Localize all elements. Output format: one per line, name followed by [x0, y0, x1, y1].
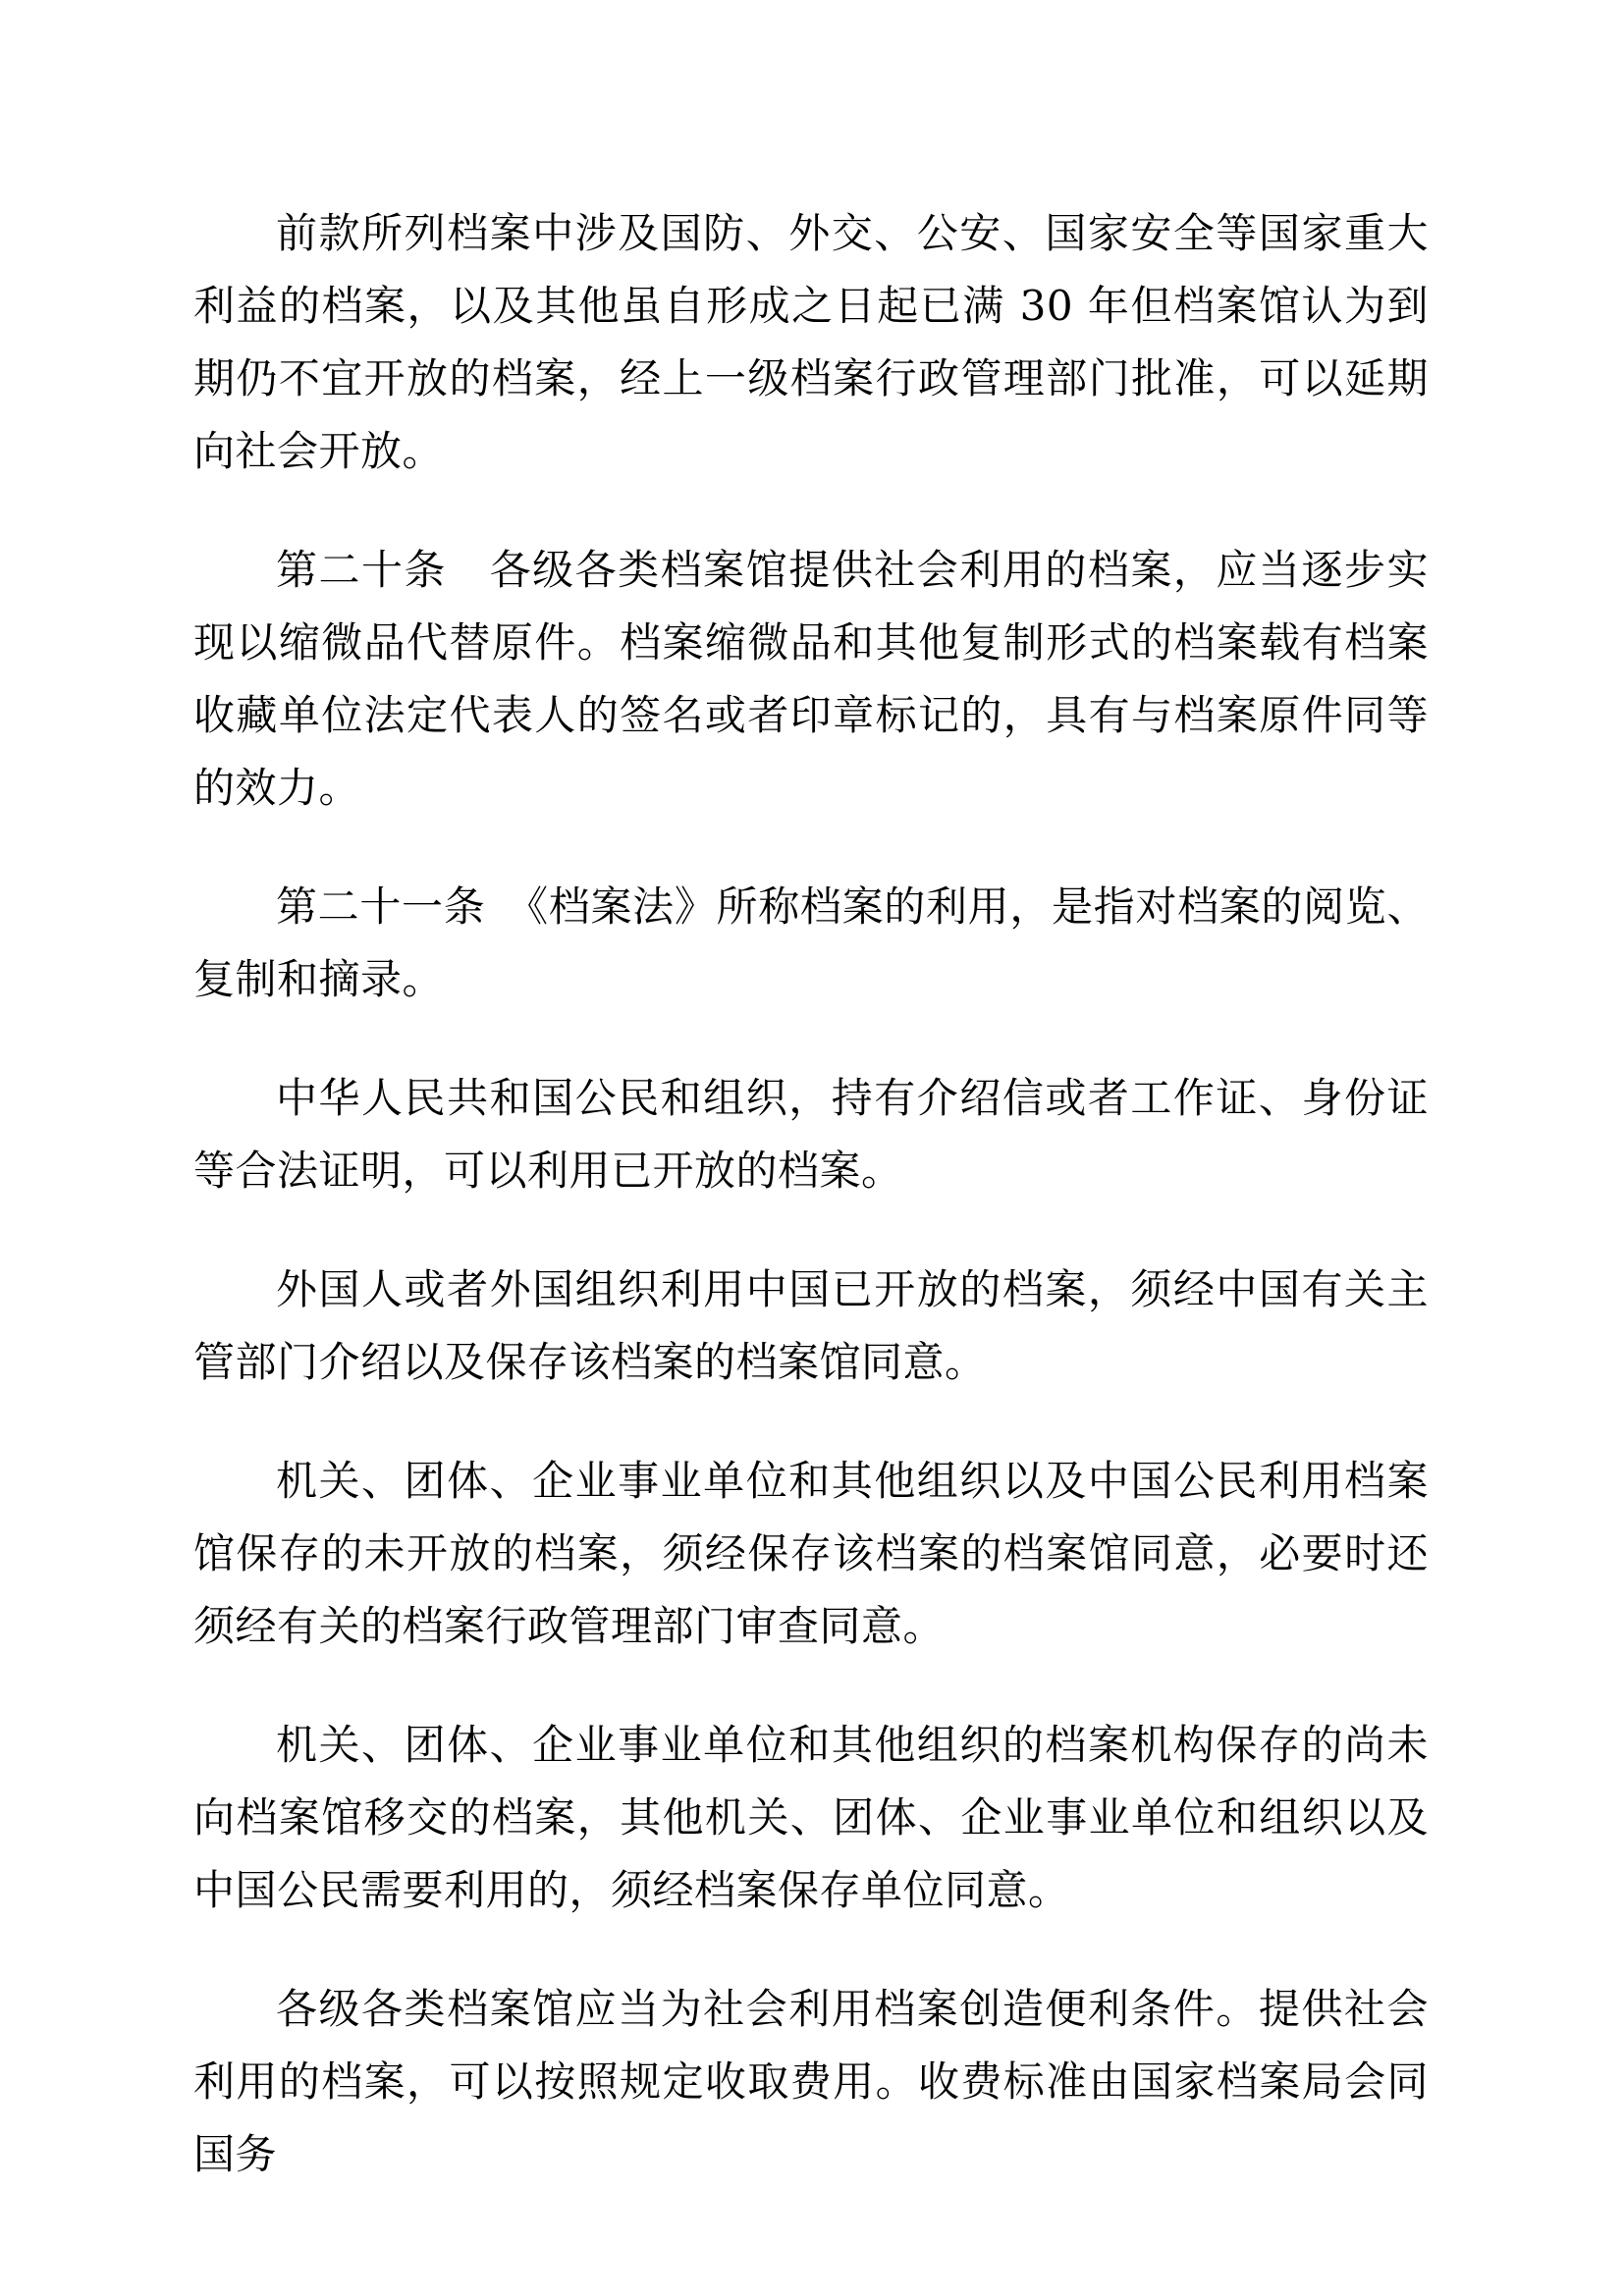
paragraph-citizens-organizations-use: 中华人民共和国公民和组织，持有介绍信或者工作证、身份证等合法证明，可以利用已开放的档案。 [193, 1074, 1429, 1195]
document-text-block [193, 197, 1429, 2191]
paragraph-foreigners-use: 外国人或者外国组织利用中国已开放的档案，须经中国有关主管部门介绍以及保存该档案的档案馆同意。 [193, 1265, 1429, 1386]
paragraph-convenience-and-fees: 各级各类档案馆应当为社会利用档案创造便利条件。提供社会利用的档案，可以按照规定收取费用。收费标准由国家档案局会同国务 [193, 1985, 1429, 2178]
paragraph-article-20: 第二十条 各级各类档案馆提供社会利用的档案，应当逐步实现以缩微品代替原件。档案缩微品和其他复制形式的档案载有档案收藏单位法定代表人的签名或者印章标记的，具有与档案原件同等的效力。 [193, 546, 1429, 812]
paragraph-untransferred-archives-consent: 机关、团体、企业事业单位和其他组织的档案机构保存的尚未向档案馆移交的档案，其他机关、团体、企业事业单位和组织以及中国公民需要利用的，须经档案保存单位同意。 [193, 1721, 1429, 1914]
paragraph-archives-delayed-opening: 前款所列档案中涉及国防、外交、公安、国家安全等国家重大利益的档案，以及其他虽自形成之日起已满 30 年但档案馆认为到期仍不宜开放的档案，经上一级档案行政管理部门批准，可以延期向社会开放。 [193, 209, 1429, 475]
paragraph-article-21: 第二十一条 《档案法》所称档案的利用，是指对档案的阅览、复制和摘录。 [193, 882, 1429, 1003]
paragraph-unopened-archives-consent: 机关、团体、企业事业单位和其他组织以及中国公民利用档案馆保存的未开放的档案，须经保存该档案的档案馆同意，必要时还须经有关的档案行政管理部门审查同意。 [193, 1457, 1429, 1650]
